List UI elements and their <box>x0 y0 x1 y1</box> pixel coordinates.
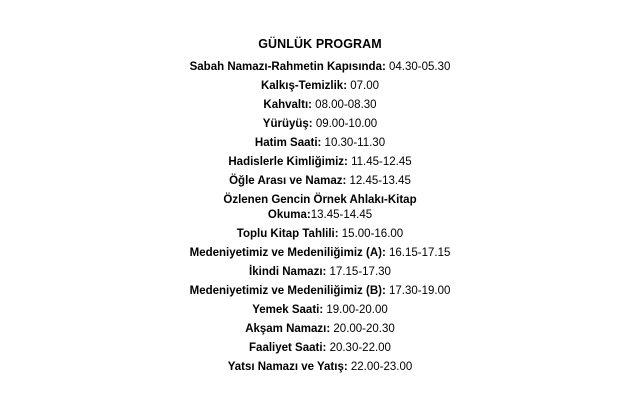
schedule-item-faaliyet <box>0 339 640 358</box>
item-time: 07.00 <box>347 80 380 92</box>
item-time: 17.30-19.00 <box>385 285 451 297</box>
item-label: Sabah Namazı-Rahmetin Kapısında: <box>189 61 386 73</box>
item-label: Kalkış-Temizlik: <box>260 80 348 92</box>
schedule-item-sabah-namazi <box>0 58 640 77</box>
schedule-item-yemek <box>0 301 640 320</box>
item-time: 11.45-12.45 <box>347 156 412 168</box>
item-time: 10.30-11.30 <box>321 137 386 149</box>
item-time: 13.45-14.45 <box>310 209 373 221</box>
item-label: İkindi Namazı: <box>249 266 327 278</box>
schedule-item-kalkis <box>0 77 640 96</box>
schedule-item-medeniyet-a <box>0 244 640 263</box>
item-label: Hadislerle Kimliğimiz: <box>228 156 348 168</box>
item-label: Kahvaltı: <box>263 99 312 111</box>
page-title: GÜNLÜK PROGRAM <box>258 37 382 51</box>
schedule-item-medeniyet-b <box>0 282 640 301</box>
item-label: Hatim Saati: <box>254 137 322 149</box>
schedule-item-ogle <box>0 172 640 191</box>
schedule-item-aksam <box>0 320 640 339</box>
item-label: Yatsı Namazı ve Yatış: <box>227 361 348 373</box>
schedule-item-hadisler <box>0 153 640 172</box>
item-time: 16.15-17.15 <box>385 247 451 259</box>
item-label: Medeniyetimiz ve Medeniliğimiz (B): <box>189 285 386 297</box>
item-time: 22.00-23.00 <box>347 361 413 373</box>
schedule-item-hatim <box>0 134 640 153</box>
schedule-item-yatsi <box>0 358 640 377</box>
item-label: Yürüyüş: <box>262 118 313 130</box>
item-time: 09.00-10.00 <box>312 118 378 130</box>
schedule-item-ikindi <box>0 263 640 282</box>
item-label-line2: Okuma: <box>267 209 311 221</box>
item-label: Akşam Namazı: <box>245 323 331 335</box>
schedule-item-yuruyus <box>0 115 640 134</box>
item-time: 19.00-20.00 <box>323 304 388 316</box>
item-time: 15.00-16.00 <box>338 228 404 240</box>
item-time: 12.45-13.45 <box>346 175 411 187</box>
item-time: 17.15-17.30 <box>326 266 391 278</box>
schedule-list <box>0 58 640 377</box>
schedule-item-kitap-tahlili <box>0 225 640 244</box>
schedule-item-kahvalti <box>0 96 640 115</box>
daily-program <box>0 36 640 377</box>
item-time: 08.00-08.30 <box>311 99 377 111</box>
item-time: 20.00-20.30 <box>330 323 395 335</box>
item-label: Faaliyet Saati: <box>249 342 327 354</box>
item-time: 04.30-05.30 <box>385 61 451 73</box>
item-label: Toplu Kitap Tahlili: <box>236 228 339 240</box>
item-label-line1: Özlenen Gencin Örnek Ahlakı-Kitap <box>223 194 417 206</box>
item-time: 20.30-22.00 <box>326 342 391 354</box>
item-label: Yemek Saati: <box>252 304 324 316</box>
item-label: Öğle Arası ve Namaz: <box>229 175 347 187</box>
item-label: Medeniyetimiz ve Medeniliğimiz (A): <box>189 247 386 259</box>
schedule-item-kitap-okuma <box>0 191 640 225</box>
